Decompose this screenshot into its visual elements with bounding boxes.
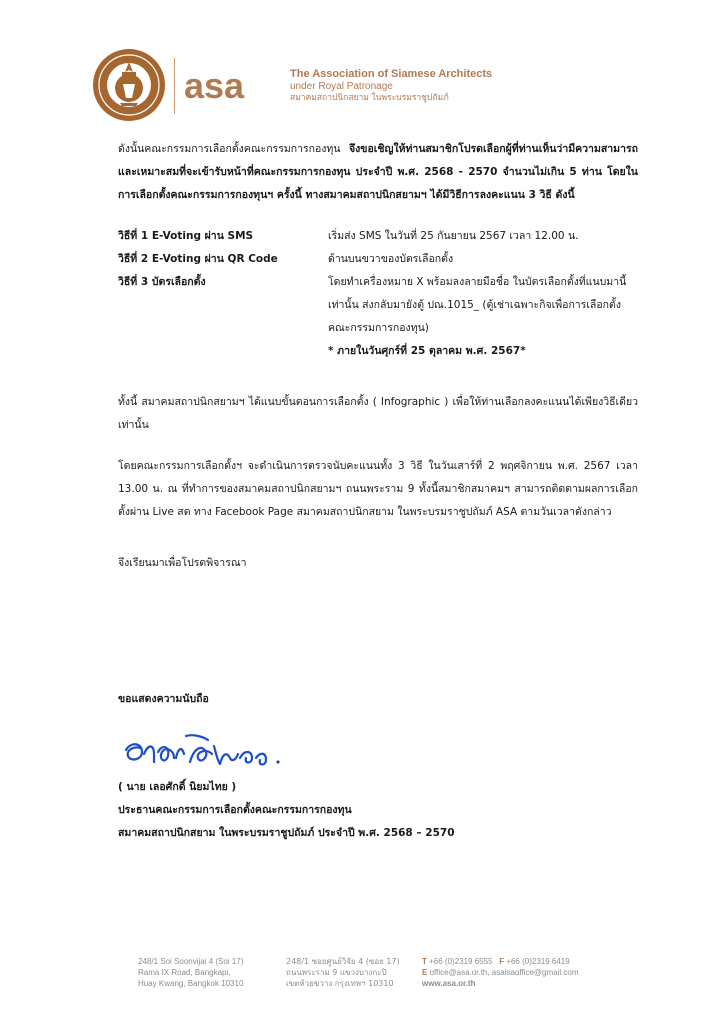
address-line: Rama IX Road, Bangkapi, [138,968,231,977]
address-line: เขตห้วยขวาง กรุงเทพฯ 10310 [286,979,394,988]
email-line [422,967,662,978]
vote-count-paragraph: โดยคณะกรรมการเลือกตั้งฯ จะดำเนินการตรวจนับคะแนนทั้ง 3 วิธี ในวันเสาร์ที่ 2 พฤศจิกายน พ.ศ. 2567 เวลา 13.00 น. ณ ที่ทำการของสมาคมสถาปนิกสยามฯ ถนนพระราม 9 ทั้งนี้สมาชิกสมาคมฯ สามารถติดตามผลการเลือกตั้งผ่าน Live สด ทาง Facebook Page สมาคมสถาปนิกสยาม ในพระบรมราชูปถัมภ์ ASA ตามวันเวลาดังกล่าว [118,460,638,518]
org-name-en: The Association of Siamese Architects [290,68,493,80]
method-label: วิธีที่ 1 E-Voting ผ่าน SMS [118,230,254,242]
request-paragraph: จึงเรียนมาเพื่อโปรดพิจารณา [118,557,247,569]
method-text: ด้านบนขวาของบัตรเลือกตั้ง [328,253,454,265]
brand-divider [174,58,175,114]
infographic-paragraph: ทั้งนี้ สมาคมสถาปนิกสยามฯ ได้แนบขั้นตอนการเลือกตั้ง ( Infographic ) เพื่อให้ท่านเลือกลงคะแนนได้เพียงวิธีเดียวเท่านั้น [118,396,638,431]
footer-address-th [286,956,416,989]
intro-plain: ดังนั้นคณะกรรมการเลือกตั้งคณะกรรมการกองทุน [118,143,350,155]
letterhead [92,48,652,126]
voting-methods [118,225,638,363]
footer-contact [422,956,662,989]
method-label: วิธีที่ 3 บัตรเลือกตั้ง [118,276,206,288]
letter-body [118,138,638,575]
org-patronage-en: under Royal Patronage [290,81,393,92]
organization-name-block [290,68,650,104]
method-row [118,271,638,340]
method-row [118,248,638,271]
fax-number: +66 (0)2319 6419 [506,957,570,966]
svg-text:asa: asa [184,65,245,106]
asa-logo [184,64,256,106]
handwritten-signature [120,728,300,776]
signer-organization: สมาคมสถาปนิกสยาม ในพระบรมราชูปถัมภ์ ประจำปี พ.ศ. 2568 – 2570 [118,827,455,839]
intro-paragraph [118,138,638,207]
intro-bold: จึงขอเชิญให้ท่านสมาชิกโปรดเลือกผู้ที่ท่านเห็นว่ามีความสามารถและเหมาะสมที่จะเข้ารับหน้าที่คณะกรรมการกองทุน ประจำปี พ.ศ. 2568 - 2570 จำนวนไม่เกิน 5 ท่าน โดยในการเลือกตั้งคณะกรรมการกองทุนฯ ครั้งนี้ ทางสมาคมสถาปนิกสยามฯ ได้มีวิธีการลงคะแนน 3 วิธี ดังนี้ [118,143,638,201]
tel-number: +66 (0)2319 6555 [429,957,493,966]
tel-key: T [422,957,427,966]
phone-fax-line [422,956,662,967]
footer-address-en [138,956,278,989]
address-line: Huay Kwang, Bangkok 10310 [138,979,244,988]
asa-royal-seal-icon [92,48,166,122]
signer-block [118,776,638,845]
website-link[interactable]: www.asa.or.th [422,979,476,988]
address-line: 248/1 Soi Soonvijai 4 (Soi 17) [138,957,244,966]
method-row [118,225,638,248]
email-key: E [422,968,428,977]
method-text: โดยทำเครื่องหมาย X พร้อมลงลายมือชื่อ ในบัตรเลือกตั้งที่แนบมานี้เท่านั้น ส่งกลับมายังตู้ ปณ.1015_ (ตู้เช่าเฉพาะกิจเพื่อการเลือกตั้งคณะกรรมการกองทุน) [328,276,627,334]
method-text: เริ่มส่ง SMS ในวันที่ 25 กันยายน 2567 เวลา 12.00 น. [328,230,579,242]
org-name-th: สมาคมสถาปนิกสยาม ในพระบรมราชูปถัมภ์ [290,93,449,103]
email-address[interactable]: office@asa.or.th, asaisaoffice@gmail.com [429,968,579,977]
method-label: วิธีที่ 2 E-Voting ผ่าน QR Code [118,253,278,265]
fax-key: F [499,957,505,966]
closing-salutation: ขอแสดงความนับถือ [118,693,209,705]
signer-title: ประธานคณะกรรมการเลือกตั้งคณะกรรมการกองทุน [118,804,352,816]
signer-name: ( นาย เลอศักดิ์ นิยมไทย ) [118,781,237,793]
ballot-deadline: * ภายในวันศุกร์ที่ 25 ตุลาคม พ.ศ. 2567* [328,345,526,357]
address-line: ถนนพระราม 9 แขวงบางกะปิ [286,968,387,977]
address-line: 248/1 ซอยศูนย์วิจัย 4 (ซอย 17) [286,957,400,966]
